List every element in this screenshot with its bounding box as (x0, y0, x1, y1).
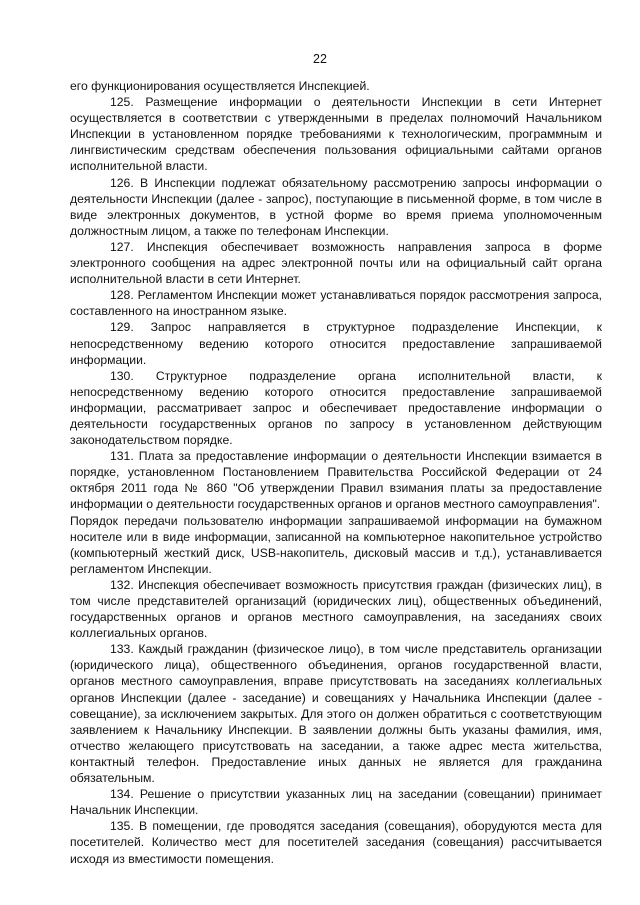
page-number: 22 (313, 52, 327, 66)
paragraph-132: 132. Инспекция обеспечивает возможность присутствия граждан (физических лиц), в том числе представителей организаций (юридических лиц), общественных объединений, государственных органов и органов местного самоуправления, на заседаниях своих коллегиальных органов. (70, 577, 602, 641)
paragraph-126: 126. В Инспекции подлежат обязательному рассмотрению запросы информации о деятельности Инспекции (далее - запрос), поступающие в письменной форме, в том числе в виде электронных документов, в устной форме во время приема уполномоченным должностным лицом, а также по телефонам Инспекции. (70, 175, 602, 238)
paragraph-129: 129. Запрос направляется в структурное подразделение Инспекции, к непосредственному ведению которого относится предоставление запрашиваемой информации. (70, 320, 602, 367)
paragraph-134: 134. Решение о присутствии указанных лиц на заседании (совещании) принимает Начальник Инспекции. (70, 787, 602, 818)
document-body (70, 78, 602, 867)
paragraph-128: 128. Регламентом Инспекции может устанавливаться порядок рассмотрения запроса, составленного на иностранном языке. (70, 288, 602, 319)
paragraph-131-procedure: Порядок передачи пользователю информации запрашиваемой информации на бумажном носителе или в виде информации, записанной на компьютерное накопительное устройство (компьютерный жесткий диск, USB-накопитель, дисковый массив и т.д.), устанавливается регламентом Инспекции. (70, 513, 602, 576)
paragraph-125: 125. Размещение информации о деятельности Инспекции в сети Интернет осуществляется в соответствии с утвержденными в пределах полномочий Начальником Инспекции в установленном порядке требованиями к технологическим, программным и лингвистическим средствам обеспечения пользования официальными сайтами органов исполнительной власти. (70, 95, 602, 174)
paragraph-130: 130. Структурное подразделение органа исполнительной власти, к непосредственному ведению которого относится предоставление запрашиваемой информации, рассматривает запрос и обеспечивает предоставление информации о деятельности государственных органов по запросу в установленном действующим законодательством порядке. (70, 368, 602, 448)
paragraph-133: 133. Каждый гражданин (физическое лицо), в том числе представитель организации (юридического лица), общественного объединения, органов государственной власти, органов местного самоуправления, вправе присутствовать на заседаниях коллегиальных органов Инспекции (далее - заседание) и совещаниях у Начальника Инспекции (далее - совещание), за исключением закрытых. Для этого он должен обратиться с соответствующим заявлением к Начальнику Инспекции. В заявлении должны быть указаны фамилия, имя, отчество желающего присутствовать на заседании, а также адрес места жительства, контактный телефон. Предоставление иных данных не является для гражданина обязательным. (70, 642, 602, 786)
paragraph-135: 135. В помещении, где проводятся заседания (совещания), оборудуются места для посетителей. Количество мест для посетителей заседания (совещания) рассчитывается исходя из вместимости помещения. (70, 819, 602, 866)
paragraph-continuation: его функционирования осуществляется Инспекцией. (70, 79, 370, 93)
paragraph-127: 127. Инспекция обеспечивает возможность направления запроса в форме электронного сообщения на адрес электронной почты или на официальный сайт органа исполнительной власти в сети Интернет. (70, 239, 602, 287)
paragraph-131: 131. Плата за предоставление информации о деятельности Инспекции взимается в порядке, установленном Постановлением Правительства Российской Федерации от 24 октября 2011 года № 860 "Об утверждении Правил взимания платы за предоставление информации о деятельности государственных органов и органов местного самоуправления". (70, 449, 602, 512)
